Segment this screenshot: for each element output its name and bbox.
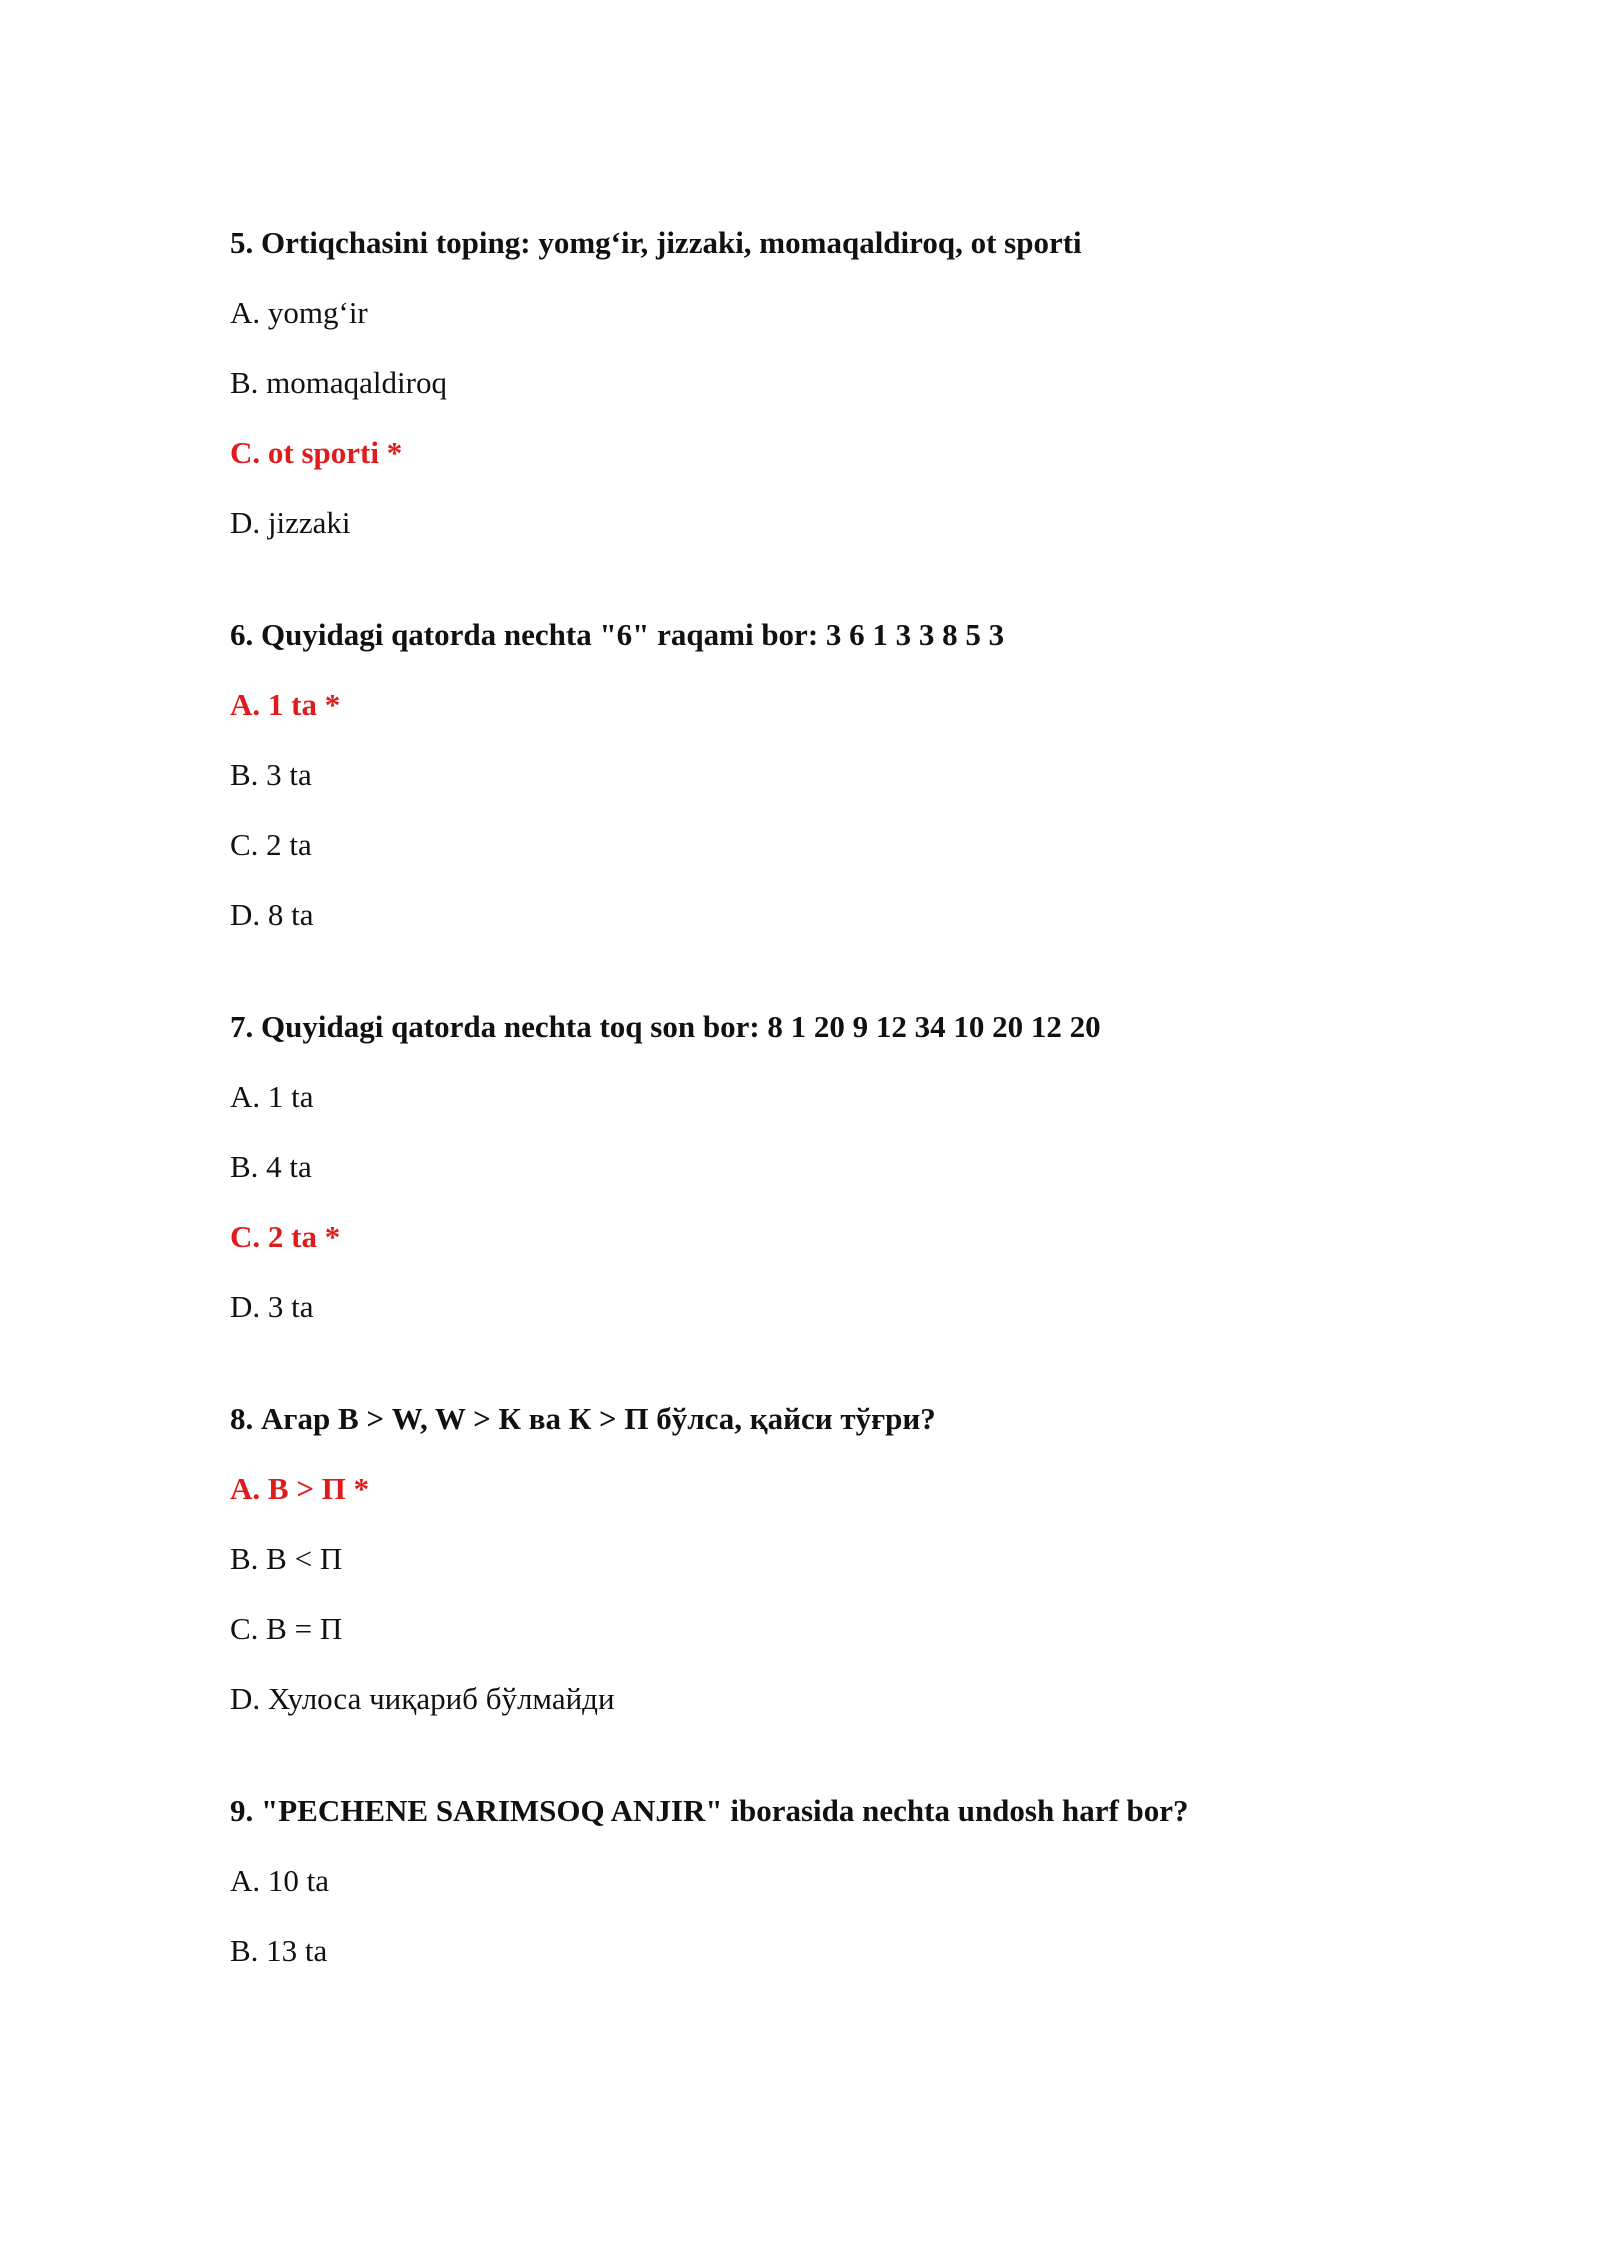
option-c-correct: C. ot sporti * [230, 435, 403, 470]
option-a-correct: A. 1 ta * [230, 687, 341, 722]
option-c: C. В = П [230, 1611, 343, 1646]
question-title: 8. Агар В > W, W > К ва К > П бўлса, қайси тўғри? [230, 1401, 936, 1436]
option-b: B. 4 ta [230, 1149, 312, 1184]
option-a-correct: A. В > П * [230, 1471, 370, 1506]
question-9 [230, 1790, 1430, 1972]
question-6 [230, 614, 1430, 936]
question-7 [230, 1006, 1430, 1328]
option-d: D. 8 ta [230, 897, 314, 932]
option-b: B. 13 ta [230, 1933, 328, 1968]
option-c-correct: C. 2 ta * [230, 1219, 341, 1254]
option-a: A. yomg‘ir [230, 295, 368, 330]
option-a: A. 10 ta [230, 1863, 330, 1898]
option-c: C. 2 ta [230, 827, 312, 862]
option-d: D. jizzaki [230, 505, 351, 540]
option-d: D. 3 ta [230, 1289, 314, 1324]
question-title: 5. Ortiqchasini toping: yomg‘ir, jizzaki, momaqaldiroq, ot sporti [230, 225, 1082, 260]
option-b: B. 3 ta [230, 757, 312, 792]
question-title: 9. "PECHENE SARIMSOQ ANJIR" iborasida nechta undosh harf bor? [230, 1793, 1189, 1828]
question-5 [230, 222, 1430, 544]
quiz-content [230, 222, 1430, 2042]
question-8 [230, 1398, 1430, 1720]
question-title: 7. Quyidagi qatorda nechta toq son bor: 8 1 20 9 12 34 10 20 12 20 [230, 1009, 1101, 1044]
option-b: B. В < П [230, 1541, 343, 1576]
option-d: D. Хулоса чиқариб бўлмайди [230, 1681, 615, 1716]
option-a: A. 1 ta [230, 1079, 314, 1114]
option-b: B. momaqaldiroq [230, 365, 447, 400]
question-title: 6. Quyidagi qatorda nechta "6" raqami bor: 3 6 1 3 3 8 5 3 [230, 617, 1005, 652]
